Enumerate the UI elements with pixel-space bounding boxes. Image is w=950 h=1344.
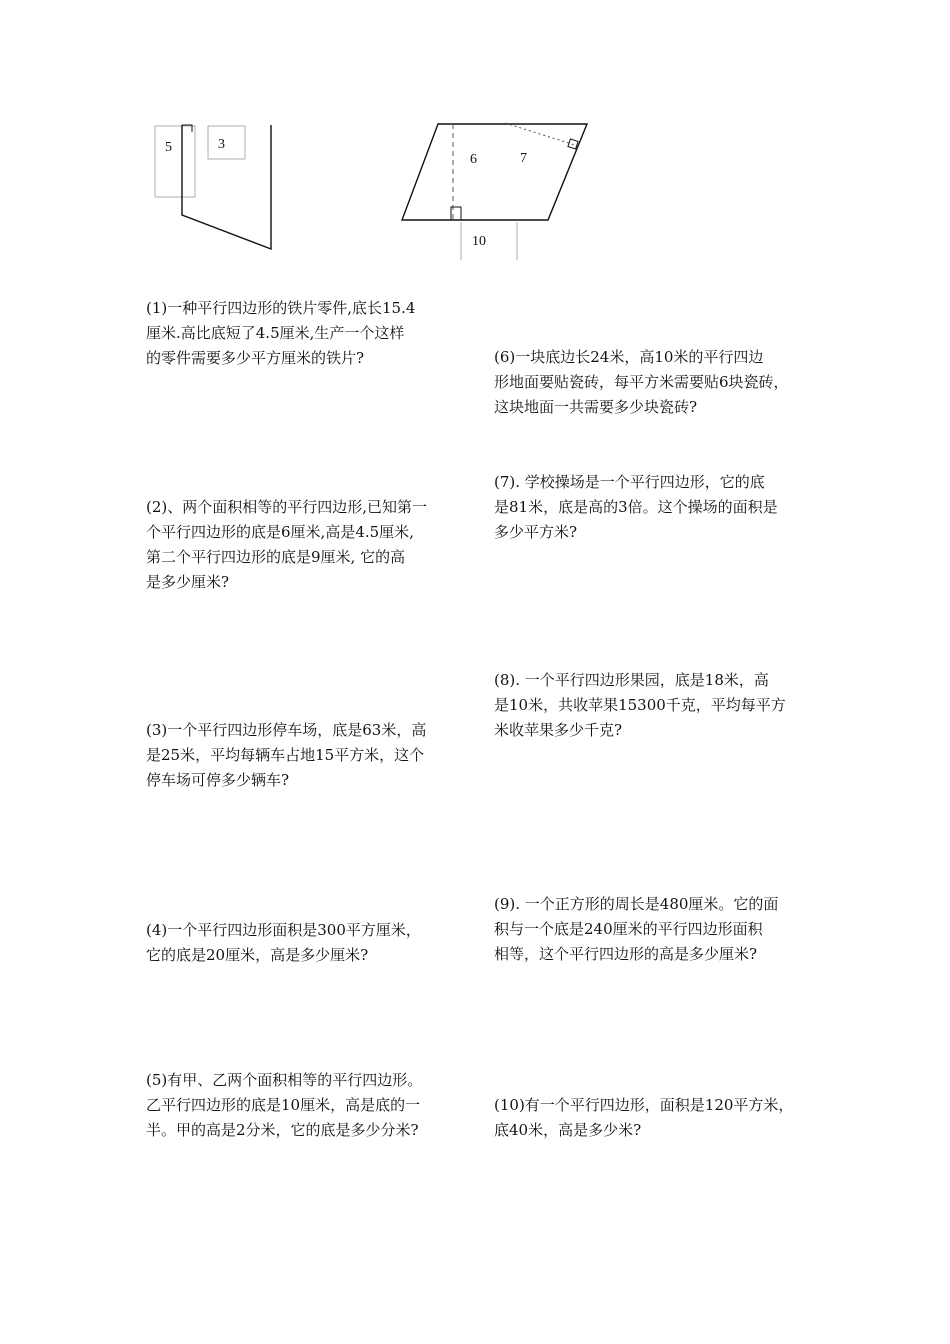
height-3-box — [208, 126, 245, 159]
parallelogram-outline — [402, 124, 587, 220]
problem-9: (9). 一个正方形的周长是480厘米。它的面 积与一个底是240厘米的平行四边形面积 相等，这个平行四边形的高是多少厘米? — [494, 895, 779, 963]
problem-4: (4)一个平行四边形面积是300平方厘米， 它的底是20厘米，高是多少厘米? — [146, 921, 421, 964]
label-7: 7 — [520, 151, 527, 166]
height-7-dotted-line — [505, 123, 575, 145]
label-3: 3 — [218, 137, 225, 152]
height-5-box — [155, 126, 195, 197]
label-10: 10 — [472, 234, 486, 249]
label-5: 5 — [165, 140, 172, 155]
problem-10: (10)有一个平行四边形，面积是120平方米， 底40米，高是多少米? — [494, 1096, 794, 1139]
right-parallelogram-figure — [395, 118, 595, 268]
problem-6: (6)一块底边长24米，高10米的平行四边 形地面要贴瓷砖，每平方米需要贴6块瓷砖， 这块地面一共需要多少块瓷砖? — [494, 348, 789, 416]
label-6: 6 — [470, 152, 477, 167]
problem-5: (5)有甲、乙两个面积相等的平行四边形。 乙平行四边形的底是10厘米，高是底的一 半。甲的高是2分米，它的底是多少分米? — [146, 1071, 423, 1139]
problem-2: (2)、两个面积相等的平行四边形,已知第一 个平行四边形的底是6厘米,高是4.5厘米, 第二个平行四边形的底是9厘米, 它的高 是多少厘米? — [146, 498, 428, 591]
problem-3: (3)一个平行四边形停车场，底是63米，高 是25米，平均每辆车占地15平方米，这个 停车场可停多少辆车? — [146, 721, 427, 789]
left-parallelogram-figure — [140, 118, 290, 258]
problem-8: (8). 一个平行四边形果园，底是18米，高 是10米，共收苹果15300千克，平均每平方 米收苹果多少千克? — [494, 671, 786, 739]
problem-7: (7). 学校操场是一个平行四边形，它的底 是81米，底是高的3倍。这个操场的面积是 多少平方米? — [494, 473, 778, 541]
problem-1: (1)一种平行四边形的铁片零件,底长15.4 厘米.高比底短了4.5厘米,生产一个这样 的零件需要多少平方厘米的铁片? — [146, 299, 416, 367]
